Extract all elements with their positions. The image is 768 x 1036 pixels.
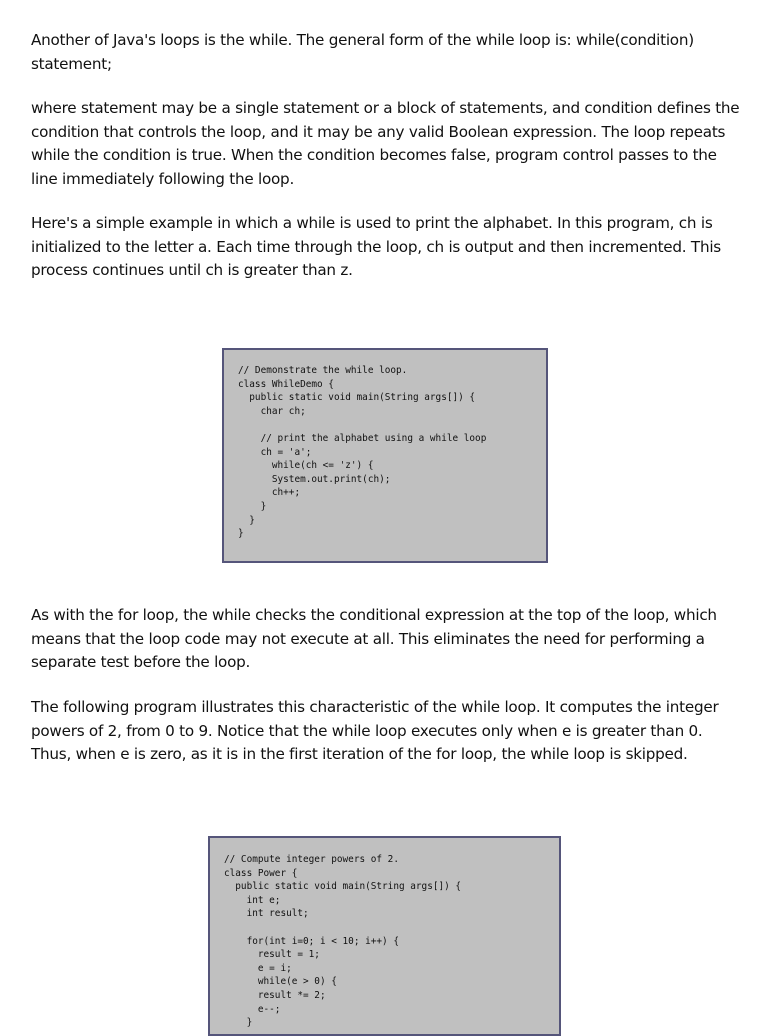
- code-block-while-demo: [222, 348, 548, 563]
- code-text-while-demo: // Demonstrate the while loop. class WhileDemo { public static void main(String args[]) { char ch; // print the alphabet using a while loop ch = 'a'; while(ch <= 'z') { System.out.print(ch); ch++; } } }: [238, 365, 487, 540]
- paragraph-while-intro: Another of Java's loops is the while. The general form of the while loop is: while(condition) statement;: [31, 31, 694, 73]
- code-text-power: // Compute integer powers of 2. class Power { public static void main(String args[]) { int e; int result; for(int i=0; i < 10; i++) { result = 1; e = i; while(e > 0) { result *= 2; e--; }: [224, 854, 462, 1029]
- paragraph-alphabet-example: Here's a simple example in which a while is used to print the alphabet. In this program, ch is initialized to the letter a. Each time through the loop, ch is output and then incremented. This process continues until ch is greater than z.: [31, 214, 721, 279]
- paragraph-statement-explanation: where statement may be a single statement or a block of statements, and condition defines the condition that controls the loop, and it may be any valid Boolean expression. The loop repeats while the condition is true. When the condition becomes false, program control passes to the line immediately following the loop.: [31, 99, 740, 188]
- paragraph-powers-example: The following program illustrates this characteristic of the while loop. It computes the integer powers of 2, from 0 to 9. Notice that the while loop executes only when e is greater than 0. Thus, when e is zero, as it is in the first iteration of the for loop, the while loop is skipped.: [31, 698, 719, 763]
- code-block-power: [208, 836, 561, 1036]
- paragraph-conditional-top: As with the for loop, the while checks the conditional expression at the top of the loop, which means that the loop code may not execute at all. This eliminates the need for performing a separate test before the loop.: [31, 606, 717, 671]
